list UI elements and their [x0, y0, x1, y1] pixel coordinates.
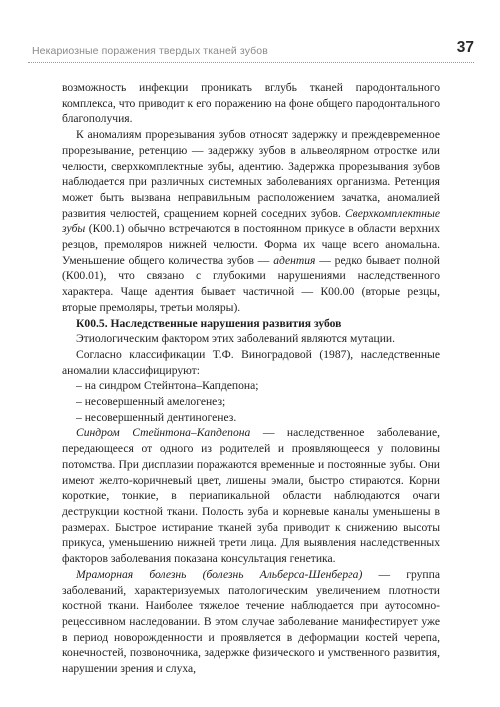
- paragraph-eruption-anomalies: [62, 127, 440, 315]
- section-heading: К00.5. Наследственные нарушения развития зубов: [76, 316, 342, 330]
- page-number: 37: [456, 39, 474, 56]
- page-body: [62, 80, 440, 677]
- paragraph-classification: Согласно классификации Т.Ф. Виноградовой (1987), наследственные аномалии классифицируют:: [62, 347, 440, 377]
- running-header: [28, 38, 474, 64]
- term-marble-disease: Мраморная болезнь (болезнь Альберса-Шенберга): [76, 567, 363, 581]
- paragraph-stainton-capdepont: [62, 425, 440, 566]
- paragraph-etiology: Этиологическим фактором этих заболеваний являются мутации.: [76, 332, 396, 346]
- header-divider: [28, 62, 474, 63]
- paragraph-continuation: возможность инфекции проникать вглубь тканей пародонтального комплекса, что приводит к его поражению на фоне общего пародонтального благополучия.: [62, 81, 440, 126]
- text-span: — группа заболеваний, характеризуемых патологическим увеличением плотности костной ткани. Наиболее тяжелое течение наблюдается при аутосомно-рецессивном наследовании. В этом случае заболевание манифестирует уже в период новорожденности и проявляется в деформации костей черепа, конечностей, позвоночника, задержке физического и умственного развития, нарушении зрения и слуха,: [62, 567, 440, 676]
- text-span: — наследственное заболевание, передающееся от одного из родителей и проявляющееся у половины потомства. При дисплазии поражаются временные и постоянные зубы. Они имеют желто-коричневый цвет, лишены эмали, быстро стираются. Корни короткие, тонкие, в периапикальной области наблюдаются очаги деструкции костной ткани. Полость зуба и корневые каналы уменьшены в размерах. Быстрое истирание тканей зуба приводит к снижению высоты прикуса, уменьшению нижней трети лица. Для выявления наследственных факторов заболевания показана консультация генетика.: [62, 426, 441, 566]
- text-span: — редко бывает полной (К00.01), что связано с глубокими нарушениями наследственного характера. Чаще адентия бывает частичной — К00.00 (вторые резцы, вторые премоляры, третьи моляры).: [62, 253, 440, 314]
- term-supernumerary-teeth: Сверхкомплектные зубы: [62, 206, 440, 236]
- paragraph-marble-disease: [62, 567, 440, 677]
- text-span: К аномалиям прорезывания зубов относят задержку и преждевременное прорезывание, ретенцию — задержку зубов в альвеолярном отростке или челюсти, сверхкомплектные зубы, адентию. Задержка прорезывания зубов наблюдается при различных системных заболеваниях организма. Ретенция может быть вызвана неправильным расположением зачатка, аномалией развития челюстей, сращением корней соседних зубов.: [62, 128, 440, 220]
- term-stainton-capdepont: Синдром Стейнтона–Капдепона: [76, 426, 251, 440]
- list-item: – на синдром Стейнтона–Капдепона;: [76, 379, 259, 393]
- list-item: – несовершенный амелогенез;: [76, 395, 226, 409]
- list-item: – несовершенный дентиногенез.: [76, 410, 237, 424]
- text-span: (К00.1) обычно встречаются в постоянном прикусе в области верхних резцов, премоляров нижней челюсти. Форма их чаще всего аномальна. Уменьшение общего количества зубов —: [62, 222, 440, 267]
- running-header-title: Некариозные поражения твердых тканей зубов: [32, 45, 268, 57]
- term-adentia: адентия: [273, 253, 316, 267]
